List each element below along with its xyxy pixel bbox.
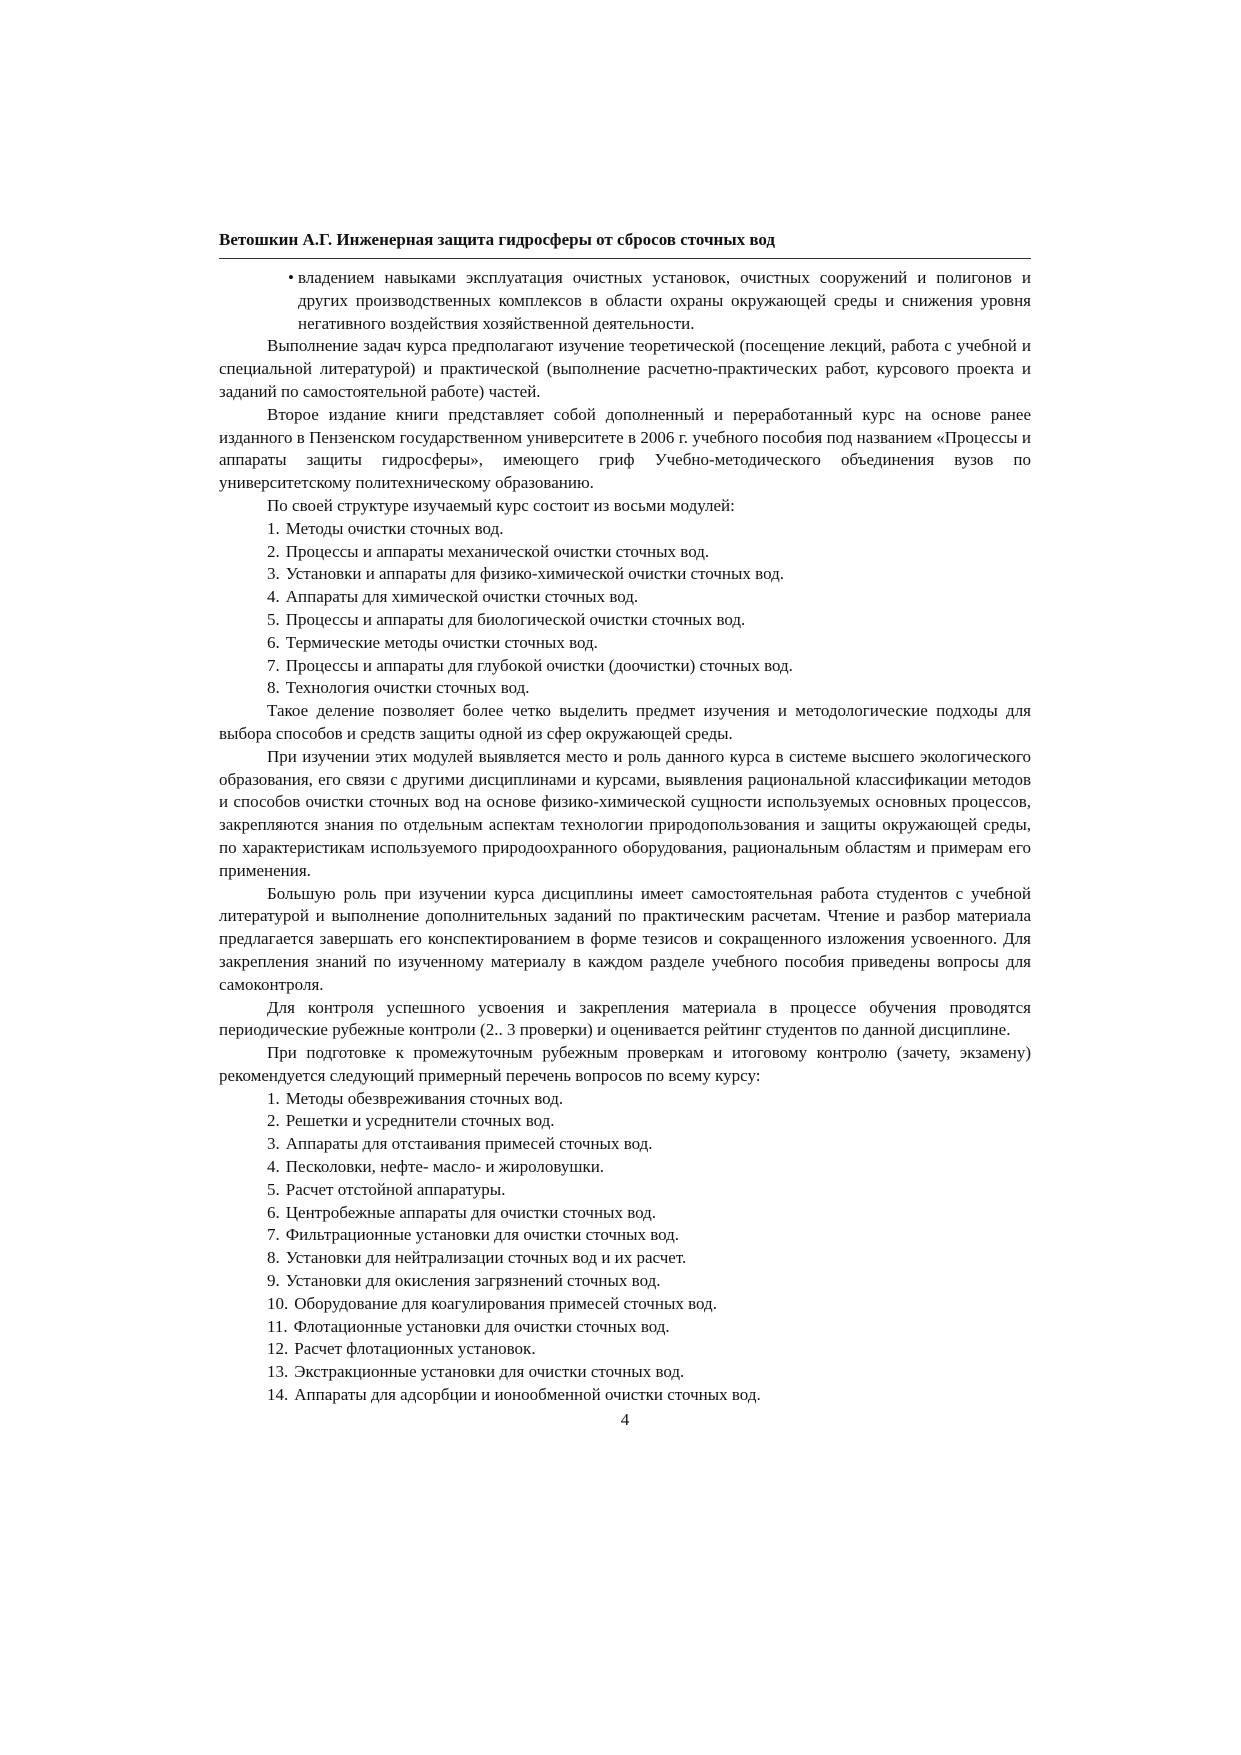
list-item: 11. Флотационные установки для очистки сточных вод. bbox=[267, 1316, 670, 1336]
paragraph: Большую роль при изучении курса дисциплины имеет самостоятельная работа студентов с учебной литературой и выполнение дополнительных заданий по практическим расчетам. Чтение и разбор материала предлагается завершать его конспектированием в форме тезисов и сокращенного изложения усвоенного. Для закрепления знаний по изученному материалу в каждом разделе учебного пособия приведены вопросы для самоконтроля. bbox=[219, 883, 1031, 994]
paragraph: По своей структуре изучаемый курс состоит из восьми модулей: bbox=[267, 495, 735, 515]
questions-list bbox=[219, 1088, 1031, 1407]
list-item: 1. Методы обезвреживания сточных вод. bbox=[267, 1088, 564, 1108]
bullet-icon: • bbox=[288, 268, 294, 287]
bullet-text: владением навыками эксплуатация очистных установок, очистных сооружений и полигонов и других производственных комплексов в области охраны окружающей среды и снижения уровня негативного воздействия хозяйственной деятельности. bbox=[298, 268, 1031, 333]
list-item: 3. Установки и аппараты для физико-химической очистки сточных вод. bbox=[267, 564, 785, 584]
paragraph: Такое деление позволяет более четко выделить предмет изучения и методологические подходы для выбора способов и средств защиты одной из сфер окружающей среды. bbox=[219, 701, 1031, 743]
list-item: 2. Решетки и усреднители сточных вод. bbox=[267, 1111, 555, 1131]
list-item: 7. Процессы и аппараты для глубокой очистки (доочистки) сточных вод. bbox=[267, 655, 793, 675]
list-item: 5. Процессы и аппараты для биологической очистки сточных вод. bbox=[267, 609, 746, 629]
paragraph: При изучении этих модулей выявляется место и роль данного курса в системе высшего экологического образования, его связи с другими дисциплинами и курсами, выявления рациональной классификации методов и способов очистки сточных вод на основе физико-химической сущности используемых основных процессов, закрепляются знания по отдельным аспектам технологии природопользования и защиты окружающей среды, по характеристикам используемого природоохранного оборудования, рациональным областям и примерам его применения. bbox=[219, 746, 1031, 880]
list-item: 7. Фильтрационные установки для очистки сточных вод. bbox=[267, 1225, 680, 1245]
list-item: 4. Песколовки, нефте- масло- и жироловушки. bbox=[267, 1157, 605, 1177]
list-item: 4. Аппараты для химической очистки сточных вод. bbox=[267, 587, 639, 607]
modules-list bbox=[219, 518, 1031, 700]
paragraph: Для контроля успешного усвоения и закрепления материала в процессе обучения проводятся периодические рубежные контроли (2.. 3 проверки) и оценивается рейтинг студентов по данной дисциплине. bbox=[219, 997, 1031, 1040]
list-item: 2. Процессы и аппараты механической очистки сточных вод. bbox=[267, 541, 710, 561]
list-item: 9. Установки для окисления загрязнений сточных вод. bbox=[267, 1271, 661, 1291]
list-item: 8. Установки для нейтрализации сточных вод и их расчет. bbox=[267, 1248, 687, 1268]
list-item: 3. Аппараты для отстаивания примесей сточных вод. bbox=[267, 1134, 653, 1154]
list-item: 13. Экстракционные установки для очистки сточных вод. bbox=[267, 1362, 685, 1382]
paragraph: Выполнение задач курса предполагают изучение теоретической (посещение лекций, работа с учебной и специальной литературой) и практической (выполнение расчетно-практических работ, курсового проекта и заданий по самостоятельной работе) частей. bbox=[219, 336, 1031, 401]
list-item: 14. Аппараты для адсорбции и ионообменной очистки сточных вод. bbox=[267, 1385, 761, 1405]
document-page bbox=[219, 228, 1031, 1432]
paragraph: При подготовке к промежуточным рубежным проверкам и итоговому контролю (зачету, экзамену) рекомендуется следующий примерный перечень вопросов по всему курсу: bbox=[219, 1043, 1031, 1085]
list-item: 10. Оборудование для коагулирования примесей сточных вод. bbox=[267, 1293, 717, 1313]
paragraph: Второе издание книги представляет собой дополненный и переработанный курс на основе ранее изданного в Пензенском государственном университете в 2006 г. учебного пособия под названием «Процессы и аппараты защиты гидросферы», имеющего гриф Учебно-методического объединения вузов по университетскому политехническому образованию. bbox=[219, 404, 1031, 493]
list-item: 12. Расчет флотационных установок. bbox=[267, 1339, 536, 1359]
page-number: 4 bbox=[620, 1409, 630, 1429]
list-item: 1. Методы очистки сточных вод. bbox=[267, 518, 504, 538]
list-item: 6. Центробежные аппараты для очистки сточных вод. bbox=[267, 1202, 657, 1222]
bullet-item bbox=[288, 267, 1031, 335]
running-header: Ветошкин А.Г. Инженерная защита гидросферы от сбросов сточных вод bbox=[219, 228, 1031, 259]
list-item: 8. Технология очистки сточных вод. bbox=[267, 678, 530, 698]
list-item: 6. Термические методы очистки сточных вод. bbox=[267, 632, 598, 652]
body-text bbox=[219, 267, 1031, 1432]
list-item: 5. Расчет отстойной аппаратуры. bbox=[267, 1179, 506, 1199]
